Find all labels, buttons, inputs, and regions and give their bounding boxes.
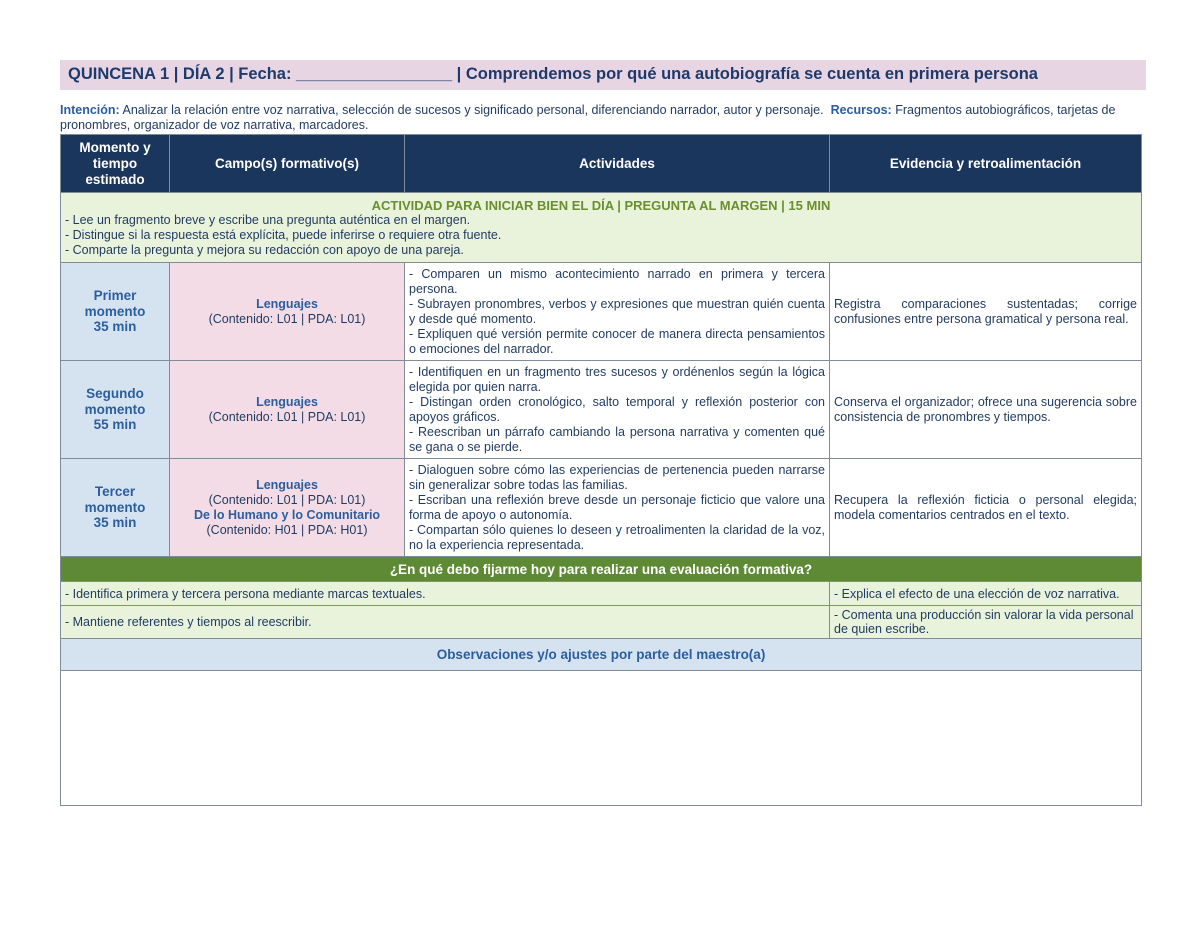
- field-cell: [170, 361, 405, 459]
- header-moment: Momento y tiempo estimado: [61, 135, 170, 193]
- moment-cell: [61, 361, 170, 459]
- activity-line: - Identifiquen en un fragmento tres sucesos y ordénenlos según la lógica elegida por quien narra.: [409, 364, 825, 394]
- start-activity-cell: [61, 193, 1142, 263]
- lesson-plan-table: [60, 134, 1142, 806]
- start-activity-line: - Comparte la pregunta y mejora su redacción con apoyo de una pareja.: [65, 242, 464, 257]
- intencion-text: Analizar la relación entre voz narrativa, selección de sucesos y significado personal, diferenciando narrador, autor y personaje.: [122, 103, 824, 117]
- evaluation-title: ¿En qué debo fijarme hoy para realizar una evaluación formativa?: [61, 557, 1142, 582]
- activity-line: - Expliquen qué versión permite conocer de manera directa pensamientos o emociones del narrador.: [409, 326, 825, 356]
- field-cell: [170, 459, 405, 557]
- activities-cell: [405, 361, 830, 459]
- header-activities: Actividades: [405, 135, 830, 193]
- field-name: Lenguajes: [256, 394, 318, 409]
- evaluation-row: [61, 606, 1142, 639]
- moment-time: 35 min: [93, 319, 137, 335]
- field-name: De lo Humano y lo Comunitario: [193, 507, 381, 522]
- evaluation-row: [61, 582, 1142, 606]
- activity-line: - Dialoguen sobre cómo las experiencias de pertenencia pueden narrarse sin generalizar sobre todas las familias.: [409, 462, 825, 492]
- moment-cell: [61, 263, 170, 361]
- moment-time: 55 min: [93, 417, 137, 433]
- field-content: (Contenido: L01 | PDA: L01): [208, 409, 366, 424]
- moment-name: Primer momento: [84, 288, 146, 319]
- table-header-row: [61, 135, 1142, 193]
- evidence-cell: Registra comparaciones sustentadas; corrige confusiones entre persona gramatical y persona real.: [830, 263, 1142, 361]
- activities-cell: [405, 459, 830, 557]
- activity-line: - Escriban una reflexión breve desde un personaje ficticio que valore una forma de apoyo o autonomía.: [409, 492, 825, 522]
- start-activity-line: - Lee un fragmento breve y escribe una pregunta auténtica en el margen.: [65, 212, 471, 227]
- moment-row-2: [61, 361, 1142, 459]
- moment-time: 35 min: [93, 515, 137, 531]
- observations-header-row: [61, 639, 1142, 671]
- evidence-cell: Conserva el organizador; ofrece una sugerencia sobre consistencia de pronombres y tiempos.: [830, 361, 1142, 459]
- start-activity-title: ACTIVIDAD PARA INICIAR BIEN EL DÍA | PREGUNTA AL MARGEN | 15 MIN: [371, 197, 831, 213]
- moment-row-1: [61, 263, 1142, 361]
- activity-line: - Reescriban un párrafo cambiando la persona narrativa y comenten qué se gana o se pierde.: [409, 424, 825, 454]
- observations-body-row: [61, 671, 1142, 806]
- moment-row-3: [61, 459, 1142, 557]
- evaluation-item: - Comenta una producción sin valorar la vida personal de quien escribe.: [830, 606, 1142, 639]
- activity-line: - Subrayen pronombres, verbos y expresiones que muestran quién cuenta y desde qué momento.: [409, 296, 825, 326]
- intent-paragraph: [60, 103, 1142, 132]
- page-title: QUINCENA 1 | DÍA 2 | Fecha: _________________ | Comprendemos por qué una autobiografía se cuenta en primera persona: [60, 60, 1146, 90]
- header-evidence: Evidencia y retroalimentación: [830, 135, 1142, 193]
- start-activity-row: [61, 193, 1142, 263]
- field-name: Lenguajes: [256, 296, 318, 311]
- activity-line: - Comparen un mismo acontecimiento narrado en primera y tercera persona.: [409, 266, 825, 296]
- evaluation-item: - Identifica primera y tercera persona mediante marcas textuales.: [61, 582, 830, 606]
- moment-name: Tercer momento: [84, 484, 146, 515]
- field-content: (Contenido: L01 | PDA: L01): [208, 492, 366, 507]
- header-field: Campo(s) formativo(s): [170, 135, 405, 193]
- recursos-text: Fragmentos autobiográficos, tarjetas de pronombres, organizador de voz narrativa, marcadores.: [60, 103, 1116, 132]
- field-name: Lenguajes: [256, 477, 318, 492]
- field-cell: [170, 263, 405, 361]
- evidence-cell: Recupera la reflexión ficticia o personal elegida; modela comentarios centrados en el texto.: [830, 459, 1142, 557]
- recursos-label: Recursos:: [830, 103, 892, 117]
- field-content: (Contenido: H01 | PDA: H01): [206, 522, 368, 537]
- observations-title: Observaciones y/o ajustes por parte del maestro(a): [61, 639, 1142, 671]
- evaluation-header-row: [61, 557, 1142, 582]
- activity-line: - Distingan orden cronológico, salto temporal y reflexión posterior con apoyos gráficos.: [409, 394, 825, 424]
- intencion-label: Intención:: [60, 103, 120, 117]
- observations-area[interactable]: [61, 671, 1142, 806]
- field-content: (Contenido: L01 | PDA: L01): [208, 311, 366, 326]
- moment-name: Segundo momento: [84, 386, 146, 417]
- start-activity-line: - Distingue si la respuesta está explícita, puede inferirse o requiere otra fuente.: [65, 227, 502, 242]
- moment-cell: [61, 459, 170, 557]
- activities-cell: [405, 263, 830, 361]
- evaluation-item: - Explica el efecto de una elección de voz narrativa.: [830, 582, 1142, 606]
- activity-line: - Compartan sólo quienes lo deseen y retroalimenten la claridad de la voz, no la experiencia representada.: [409, 522, 825, 552]
- evaluation-item: - Mantiene referentes y tiempos al reescribir.: [61, 606, 830, 639]
